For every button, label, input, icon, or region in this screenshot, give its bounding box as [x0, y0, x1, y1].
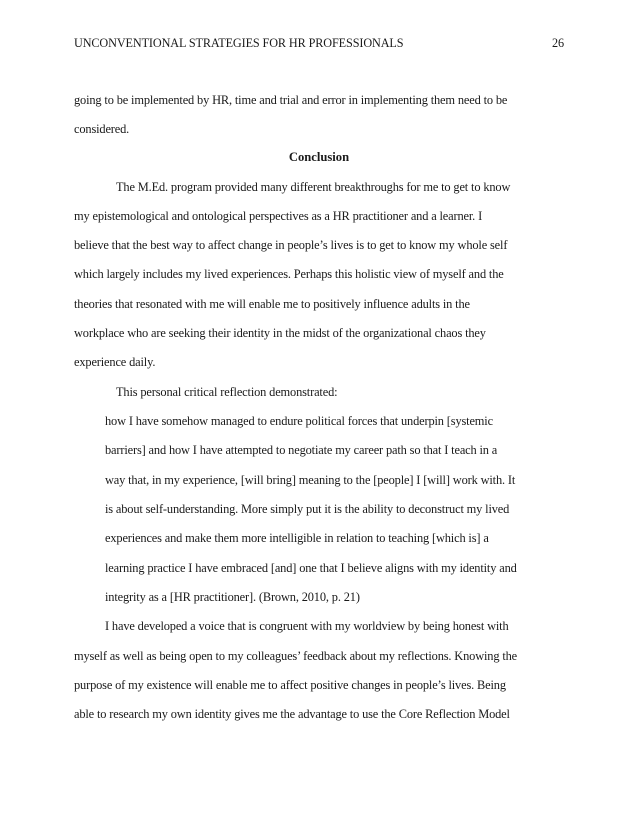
- running-title: UNCONVENTIONAL STRATEGIES FOR HR PROFESSIONALS: [74, 36, 404, 50]
- body-line: believe that the best way to affect change in people’s lives is to get to know my whole self: [74, 238, 508, 252]
- body-line: This personal critical reflection demonstrated:: [116, 385, 338, 399]
- body-line: able to research my own identity gives me the advantage to use the Core Reflection Model: [74, 707, 510, 721]
- body-line: purpose of my existence will enable me to affect positive changes in people’s lives. Being: [74, 678, 506, 692]
- page-number: 26: [552, 36, 564, 50]
- body-line: myself as well as being open to my colleagues’ feedback about my reflections. Knowing the: [74, 649, 518, 663]
- body-line: theories that resonated with me will enable me to positively influence adults in the: [74, 297, 470, 311]
- block-quote-line: integrity as a [HR practitioner]. (Brown, 2010, p. 21): [105, 590, 360, 604]
- block-quote-line: is about self-understanding. More simply put it is the ability to deconstruct my lived: [105, 502, 510, 516]
- body-line: experience daily.: [74, 355, 156, 369]
- running-head: [74, 36, 564, 54]
- body-line: my epistemological and ontological perspectives as a HR practitioner and a learner. I: [74, 209, 483, 223]
- body-line: which largely includes my lived experiences. Perhaps this holistic view of myself and the: [74, 267, 504, 281]
- block-quote-line: experiences and make them more intelligible in relation to teaching [which is] a: [105, 531, 489, 545]
- body-line: The M.Ed. program provided many different breakthroughs for me to get to know: [116, 180, 511, 194]
- section-heading: Conclusion: [288, 150, 350, 164]
- block-quote-line: way that, in my experience, [will bring] meaning to the [people] I [will] work with. It: [105, 473, 516, 487]
- body-line: workplace who are seeking their identity in the midst of the organizational chaos they: [74, 326, 486, 340]
- body-line: going to be implemented by HR, time and trial and error in implementing them need to be: [74, 93, 508, 107]
- block-quote-line: barriers] and how I have attempted to negotiate my career path so that I teach in a: [105, 443, 498, 457]
- block-quote-line: how I have somehow managed to endure political forces that underpin [systemic: [105, 414, 493, 428]
- block-quote-line: learning practice I have embraced [and] one that I believe aligns with my identity and: [105, 561, 517, 575]
- body-line: I have developed a voice that is congruent with my worldview by being honest with: [105, 619, 509, 633]
- body-line: considered.: [74, 122, 130, 136]
